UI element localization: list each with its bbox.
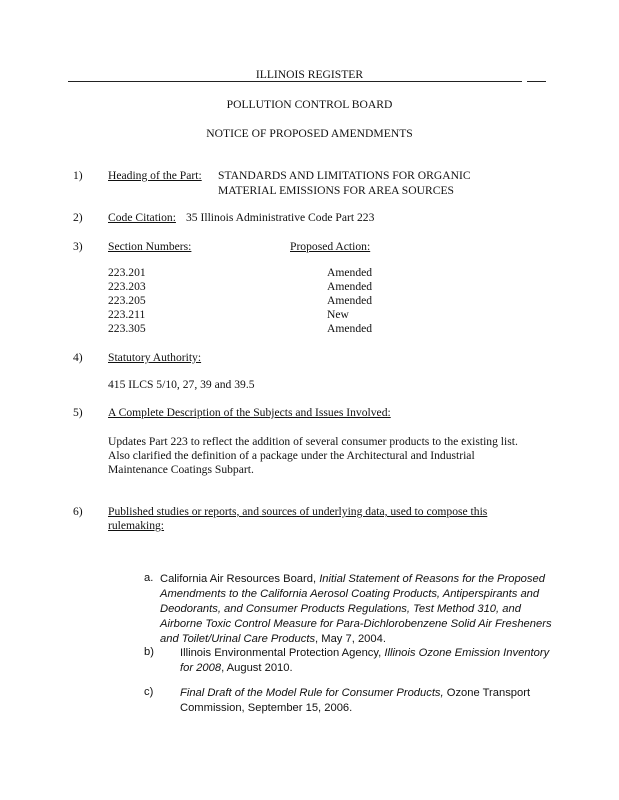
code-citation-value: 35 Illinois Administrative Code Part 223 [186,211,375,224]
item-number-1: 1) [73,169,83,182]
reference-title: Final Draft of the Model Rule for Consumer Products, [180,687,444,699]
reference-marker: c) [144,686,154,698]
section-number: 223.205 [108,294,146,307]
reference-title: Initial Statement of Reasons for the Proposed Amendments to the California Aerosol Coating Products, Antiperspirants and Deodorants, and Consumer Products Regulations, Test Method 310, and Airborne Toxic Control Measure for Para-Dichlorobenzene Solid Air Fresheners and Toilet/Urinal Care Products [160,573,552,645]
reference-tail: , August 2010. [221,662,293,674]
studies-label-line-1: Published studies or reports, and sources of underlying data, used to compose this [108,505,488,518]
header-rule [68,81,522,82]
proposed-action: Amended [327,322,373,335]
notice-title: NOTICE OF PROPOSED AMENDMENTS [206,127,413,140]
item-number-6: 6) [73,505,83,518]
section-numbers-label: Section Numbers: [108,240,192,253]
reference-tail: Ozone Transport Commission, September 15, 2006. [180,687,531,714]
section-number: 223.203 [108,280,146,293]
item-number-4: 4) [73,351,83,364]
reference-item [180,646,550,676]
proposed-action: Amended [327,294,373,307]
reference-tail: , May 7, 2004. [315,633,386,645]
code-citation-label: Code Citation: [108,211,176,224]
description-line-3: Maintenance Coatings Subpart. [108,463,254,476]
section-number: 223.211 [108,308,146,321]
heading-label: Heading of the Part: [108,169,202,182]
heading-line-1: STANDARDS AND LIMITATIONS FOR ORGANIC [218,169,471,182]
item-number-2: 2) [73,211,83,224]
reference-author: Illinois Environmental Protection Agency, [180,647,385,659]
header-rule-end [527,81,546,82]
statutory-authority-value: 415 ILCS 5/10, 27, 39 and 39.5 [108,378,255,391]
reference-marker: a. [144,572,154,584]
reference-author: California Air Resources Board, [160,573,320,585]
item-number-5: 5) [73,406,83,419]
description-line-2: Also clarified the definition of a package under the Architectural and Industrial [108,449,475,462]
proposed-action-label: Proposed Action: [290,240,371,253]
reference-title: Illinois Ozone Emission Inventory for 2008 [180,647,550,674]
heading-line-2: MATERIAL EMISSIONS FOR AREA SOURCES [218,184,454,197]
proposed-action: Amended [327,280,373,293]
reference-item [180,686,540,716]
statutory-authority-label: Statutory Authority: [108,351,202,364]
section-number: 223.305 [108,322,146,335]
register-title: ILLINOIS REGISTER [255,68,364,81]
proposed-action: Amended [327,266,373,279]
item-number-3: 3) [73,240,83,253]
board-title: POLLUTION CONTROL BOARD [226,98,393,111]
section-number: 223.201 [108,266,146,279]
studies-label-line-2: rulemaking: [108,519,165,532]
description-label: A Complete Description of the Subjects and Issues Involved: [108,406,391,419]
reference-item [160,572,555,647]
reference-marker: b) [144,646,154,658]
description-line-1: Updates Part 223 to reflect the addition of several consumer products to the existing list. [108,435,518,448]
proposed-action: New [327,308,349,321]
